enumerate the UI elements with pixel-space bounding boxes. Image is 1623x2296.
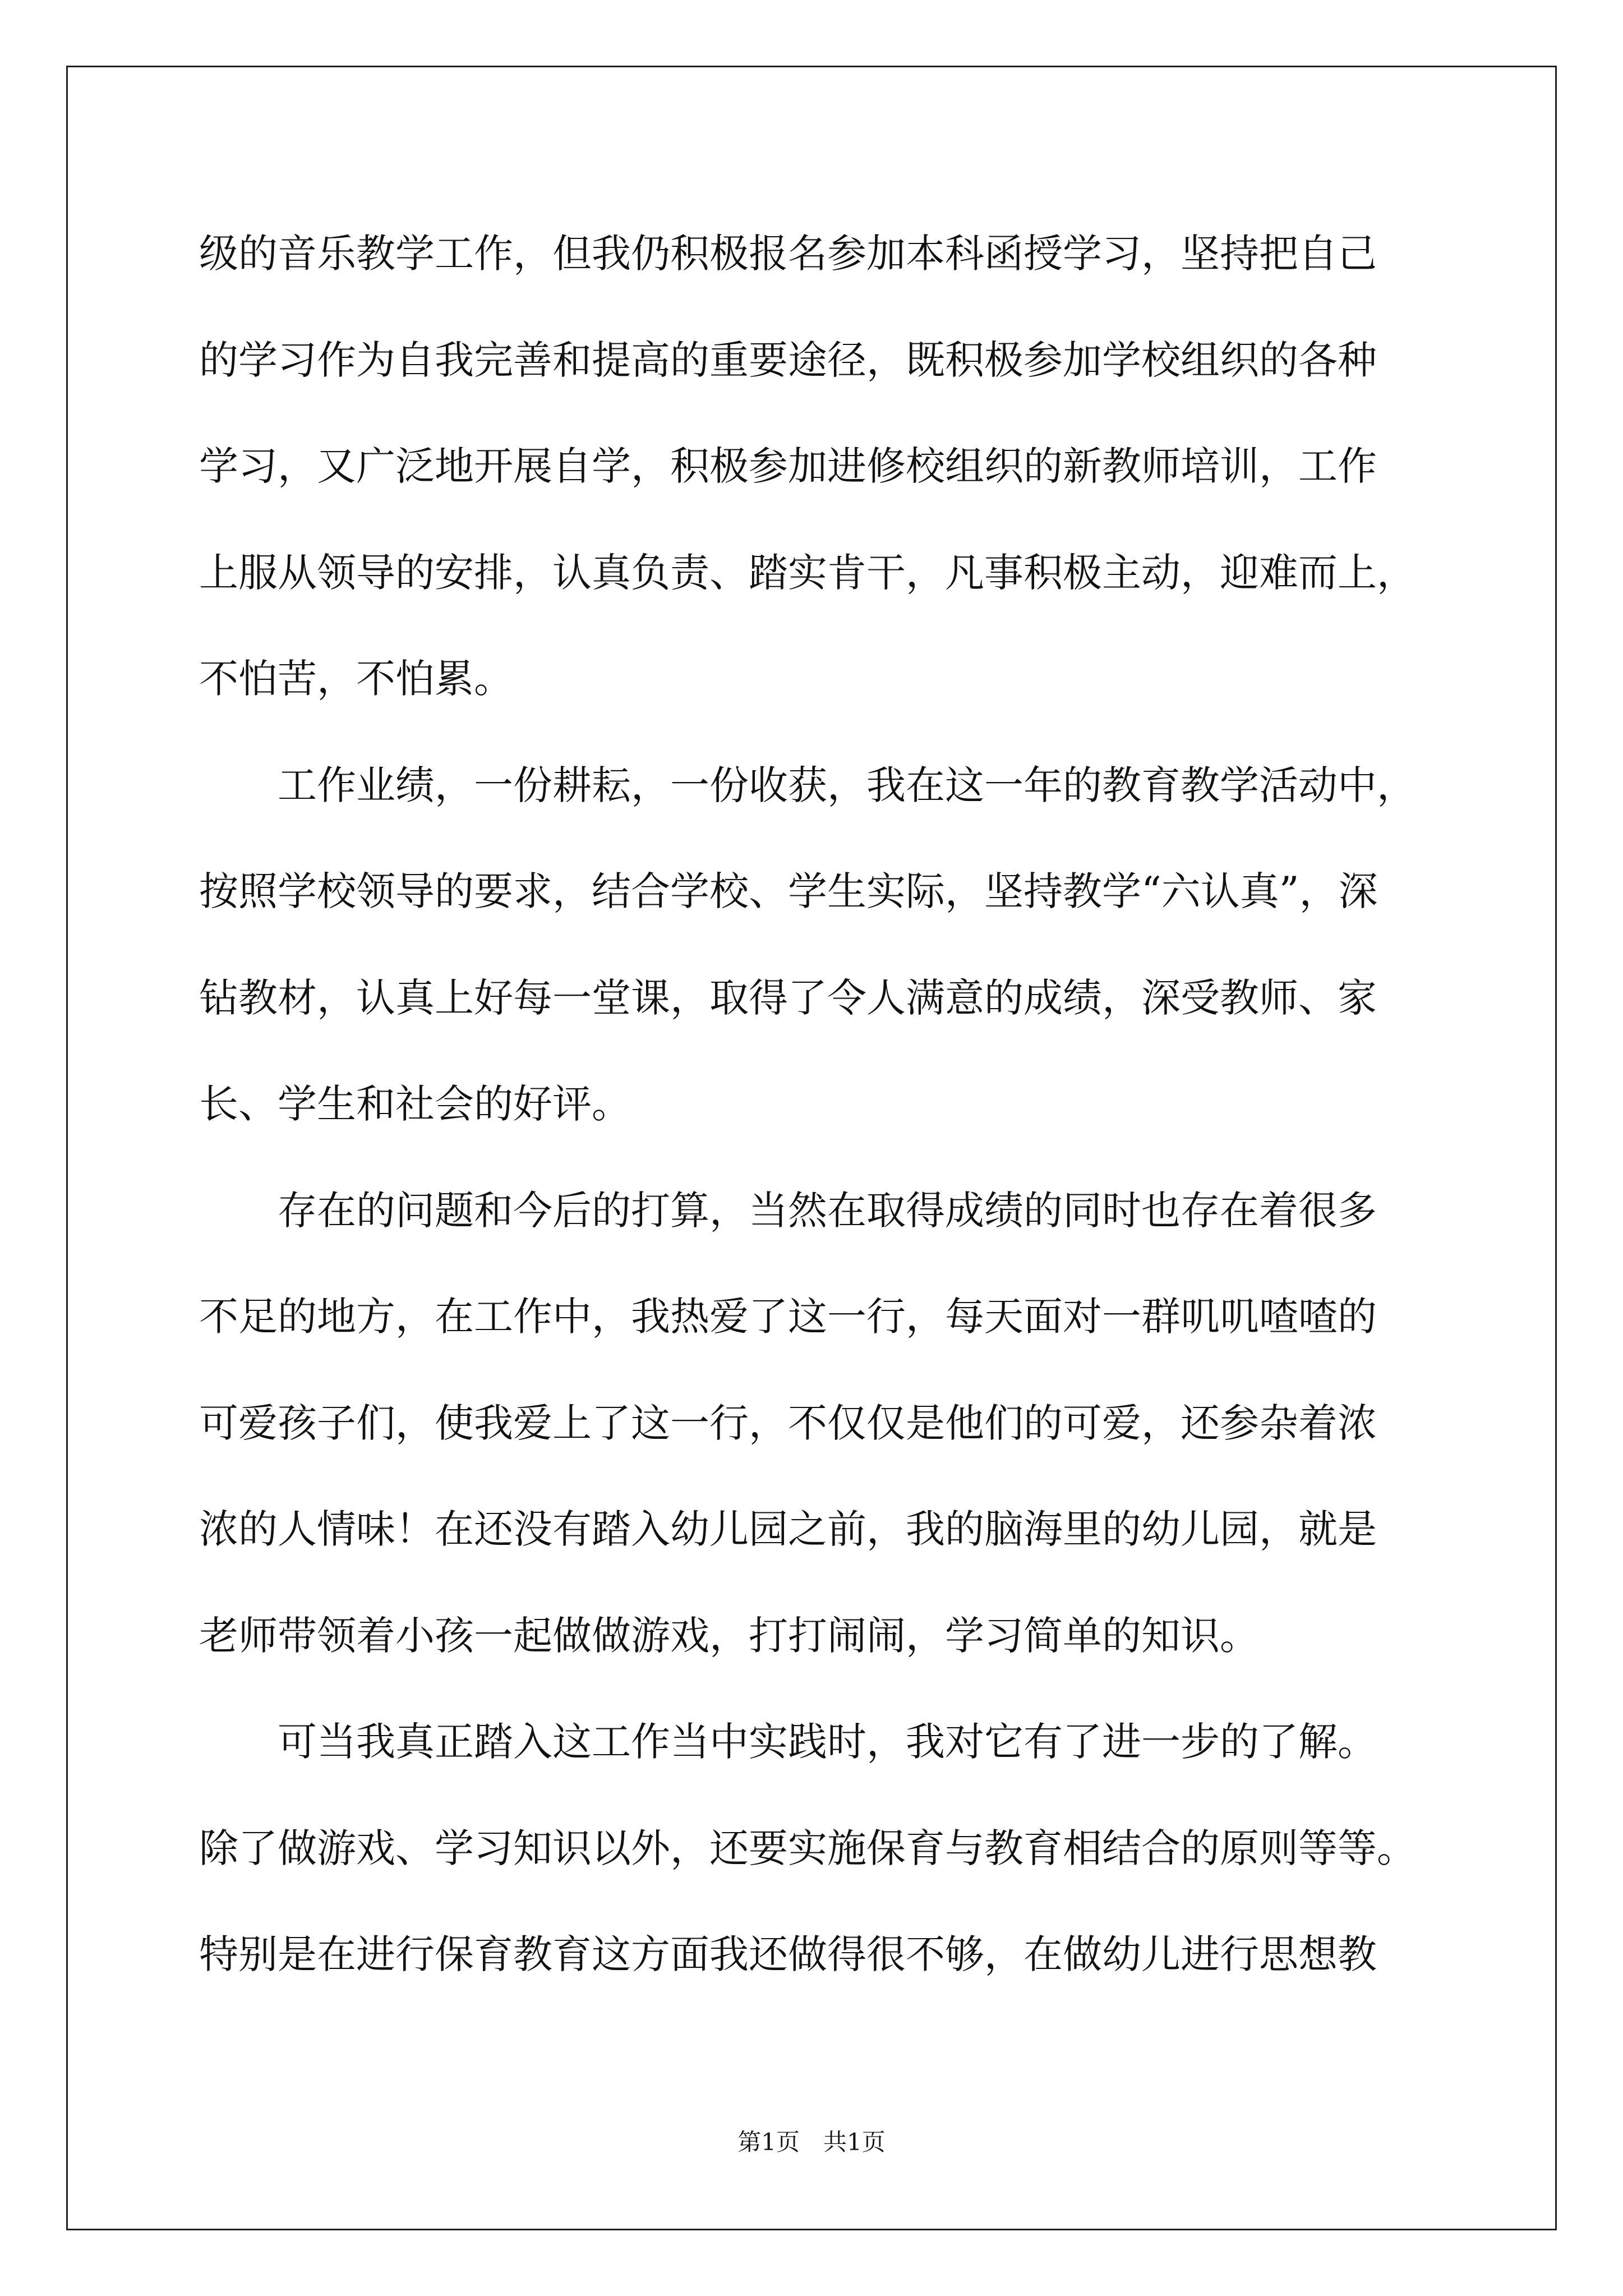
text-line: 可当我真正踏入这工作当中实践时，我对它有了进一步的了解。 xyxy=(199,1719,1377,1765)
text-line: 浓的人情味！在还没有踏入幼儿园之前，我的脑海里的幼儿园，就是 xyxy=(199,1506,1377,1552)
text-line: 不怕苦，不怕累。 xyxy=(199,656,513,702)
page-number-footer: 第1页 共1页 xyxy=(737,2128,886,2156)
page-border xyxy=(66,66,1557,2230)
text-line: 学习，又广泛地开展自学，积极参加进修校组织的新教师培训，工作 xyxy=(199,443,1377,489)
text-line: 钻教材，认真上好每一堂课，取得了令人满意的成绩，深受教师、家 xyxy=(199,975,1377,1021)
text-line: 存在的问题和今后的打算，当然在取得成绩的同时也存在着很多 xyxy=(199,1188,1377,1234)
text-line: 的学习作为自我完善和提高的重要途径，既积极参加学校组织的各种 xyxy=(199,337,1377,383)
text-line: 按照学校领导的要求，结合学校、学生实际，坚持教学“六认真”，深 xyxy=(199,868,1378,914)
text-line: 上服从领导的安排，认真负责、踏实肯干，凡事积极主动，迎难而上， xyxy=(199,550,1416,596)
text-line: 不足的地方，在工作中，我热爱了这一行，每天面对一群叽叽喳喳的 xyxy=(199,1294,1377,1340)
text-line: 长、学生和社会的好评。 xyxy=(199,1081,631,1127)
text-line: 老师带领着小孩一起做做游戏，打打闹闹，学习简单的知识。 xyxy=(199,1613,1259,1659)
text-line: 工作业绩，一份耕耘，一份收获，我在这一年的教育教学活动中， xyxy=(199,762,1416,808)
text-line: 特别是在进行保育教育这方面我还做得很不够，在做幼儿进行思想教 xyxy=(199,1931,1377,1977)
text-line: 级的音乐教学工作，但我仍积极报名参加本科函授学习，坚持把自己 xyxy=(199,231,1377,277)
text-line: 除了做游戏、学习知识以外，还要实施保育与教育相结合的原则等等。 xyxy=(199,1825,1416,1871)
text-line: 可爱孩子们，使我爱上了这一行，不仅仅是他们的可爱，还参杂着浓 xyxy=(199,1400,1377,1446)
